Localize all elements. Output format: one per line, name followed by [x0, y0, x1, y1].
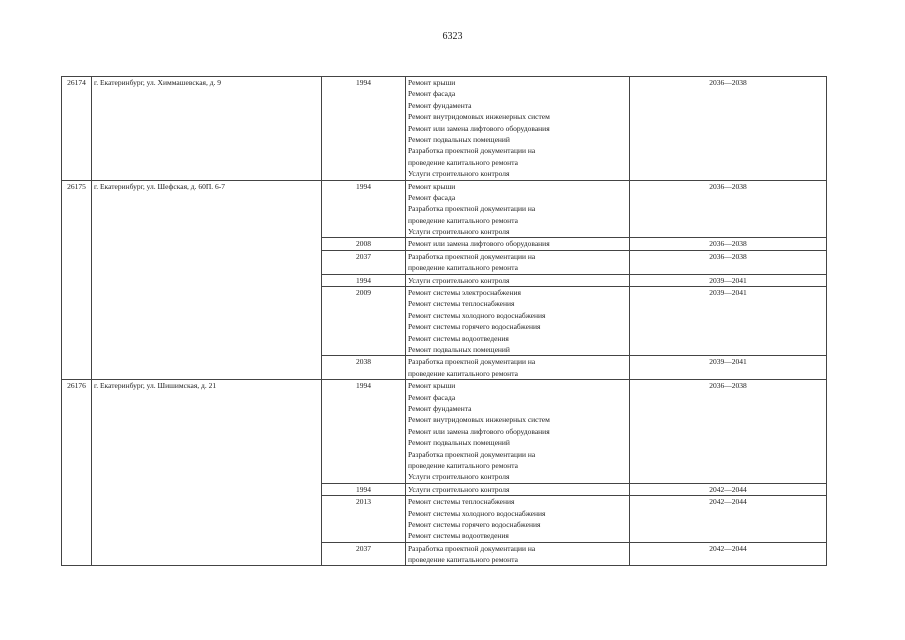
work-types-cell	[406, 238, 630, 250]
work-type-item: Разработка проектной документации на	[408, 449, 536, 459]
work-type-item: Ремонт системы холодного водоснабжения	[408, 310, 546, 320]
work-type-item: Ремонт фасада	[408, 392, 456, 402]
work-type-item: Ремонт системы водоотведения	[408, 531, 509, 541]
work-types-cell	[406, 380, 630, 484]
work-type-item: проведение капитального ремонта	[408, 215, 518, 225]
year-cell: 1994	[322, 380, 406, 484]
work-type-item: Услуги строительного контроля	[408, 275, 510, 285]
work-type-item: Ремонт системы водоотведения	[408, 333, 509, 343]
work-types-cell	[406, 496, 630, 543]
work-type-item: Ремонт или замена лифтового оборудования	[408, 239, 550, 249]
table-row	[62, 77, 827, 181]
work-type-item: Услуги строительного контроля	[408, 169, 510, 179]
work-type-item: Разработка проектной документации на	[408, 204, 536, 214]
planned-period-cell: 2036—2038	[630, 380, 827, 484]
work-types-cell	[406, 180, 630, 238]
house-address-cell: г. Екатеринбург, ул. Шишимская, д. 21	[92, 380, 322, 566]
work-types-cell	[406, 274, 630, 286]
work-type-item: Услуги строительного контроля	[408, 227, 510, 237]
work-type-item: Разработка проектной документации на	[408, 251, 536, 261]
year-cell: 1994	[322, 180, 406, 238]
planned-period-cell: 2042—2044	[630, 483, 827, 495]
work-type-item: Разработка проектной документации на	[408, 146, 536, 156]
work-type-item: проведение капитального ремонта	[408, 555, 518, 565]
repair-schedule-table	[61, 76, 827, 566]
work-type-item: Ремонт или замена лифтового оборудования	[408, 426, 550, 436]
planned-period-cell: 2042—2044	[630, 496, 827, 543]
work-type-item: Ремонт или замена лифтового оборудования	[408, 123, 550, 133]
work-type-item: проведение капитального ремонта	[408, 460, 518, 470]
planned-period-cell: 2036—2038	[630, 180, 827, 238]
work-type-item: Ремонт внутридомовых инженерных систем	[408, 112, 550, 122]
year-cell: 1994	[322, 77, 406, 181]
work-type-item: Ремонт системы холодного водоснабжения	[408, 508, 546, 518]
work-type-item: Услуги строительного контроля	[408, 472, 510, 482]
repair-schedule-body	[62, 77, 827, 566]
work-type-item: Услуги строительного контроля	[408, 484, 510, 494]
page-number: 6323	[442, 31, 463, 42]
planned-period-cell: 2039—2041	[630, 287, 827, 356]
table-row	[62, 180, 827, 238]
work-types-cell	[406, 250, 630, 274]
house-id-cell: 26175	[62, 180, 92, 380]
planned-period-cell: 2036—2038	[630, 77, 827, 181]
work-type-item: Ремонт фасада	[408, 89, 456, 99]
work-type-item: Ремонт системы теплоснабжения	[408, 497, 515, 507]
year-cell: 1994	[322, 483, 406, 495]
planned-period-cell: 2039—2041	[630, 356, 827, 380]
year-cell: 1994	[322, 274, 406, 286]
work-type-item: проведение капитального ремонта	[408, 368, 518, 378]
house-address-cell: г. Екатеринбург, ул. Химмашевская, д. 9	[92, 77, 322, 181]
house-id-cell: 26176	[62, 380, 92, 566]
planned-period-cell: 2042—2044	[630, 542, 827, 566]
work-types-cell	[406, 287, 630, 356]
house-address-cell: г. Екатеринбург, ул. Шефская, д. 60П. 6-7	[92, 180, 322, 380]
work-type-item: Ремонт системы горячего водоснабжения	[408, 519, 541, 529]
work-type-item: Ремонт системы электроснабжения	[408, 288, 521, 298]
table-row	[62, 380, 827, 484]
work-type-item: Разработка проектной документации на	[408, 357, 536, 367]
work-type-item: Ремонт внутридомовых инженерных систем	[408, 415, 550, 425]
year-cell: 2037	[322, 542, 406, 566]
year-cell: 2008	[322, 238, 406, 250]
work-type-item: Ремонт системы теплоснабжения	[408, 299, 515, 309]
work-type-item: Ремонт системы горячего водоснабжения	[408, 322, 541, 332]
work-type-item: проведение капитального ремонта	[408, 263, 518, 273]
work-type-item: Ремонт фасада	[408, 192, 456, 202]
work-types-cell	[406, 542, 630, 566]
work-type-item: Ремонт подвальных помещений	[408, 438, 510, 448]
house-id-cell: 26174	[62, 77, 92, 181]
work-types-cell	[406, 483, 630, 495]
year-cell: 2009	[322, 287, 406, 356]
work-type-item: Ремонт фундамента	[408, 403, 472, 413]
work-type-item: Ремонт крыши	[408, 381, 456, 391]
work-types-cell	[406, 356, 630, 380]
work-type-item: Ремонт крыши	[408, 78, 456, 87]
year-cell: 2037	[322, 250, 406, 274]
work-type-item: проведение капитального ремонта	[408, 157, 518, 167]
work-type-item: Разработка проектной документации на	[408, 543, 536, 553]
planned-period-cell: 2036—2038	[630, 238, 827, 250]
work-type-item: Ремонт подвальных помещений	[408, 134, 510, 144]
planned-period-cell: 2036—2038	[630, 250, 827, 274]
work-type-item: Ремонт подвальных помещений	[408, 345, 510, 355]
work-type-item: Ремонт фундамента	[408, 100, 472, 110]
work-type-item: Ремонт крыши	[408, 181, 456, 191]
year-cell: 2013	[322, 496, 406, 543]
planned-period-cell: 2039—2041	[630, 274, 827, 286]
year-cell: 2038	[322, 356, 406, 380]
work-types-cell	[406, 77, 630, 181]
